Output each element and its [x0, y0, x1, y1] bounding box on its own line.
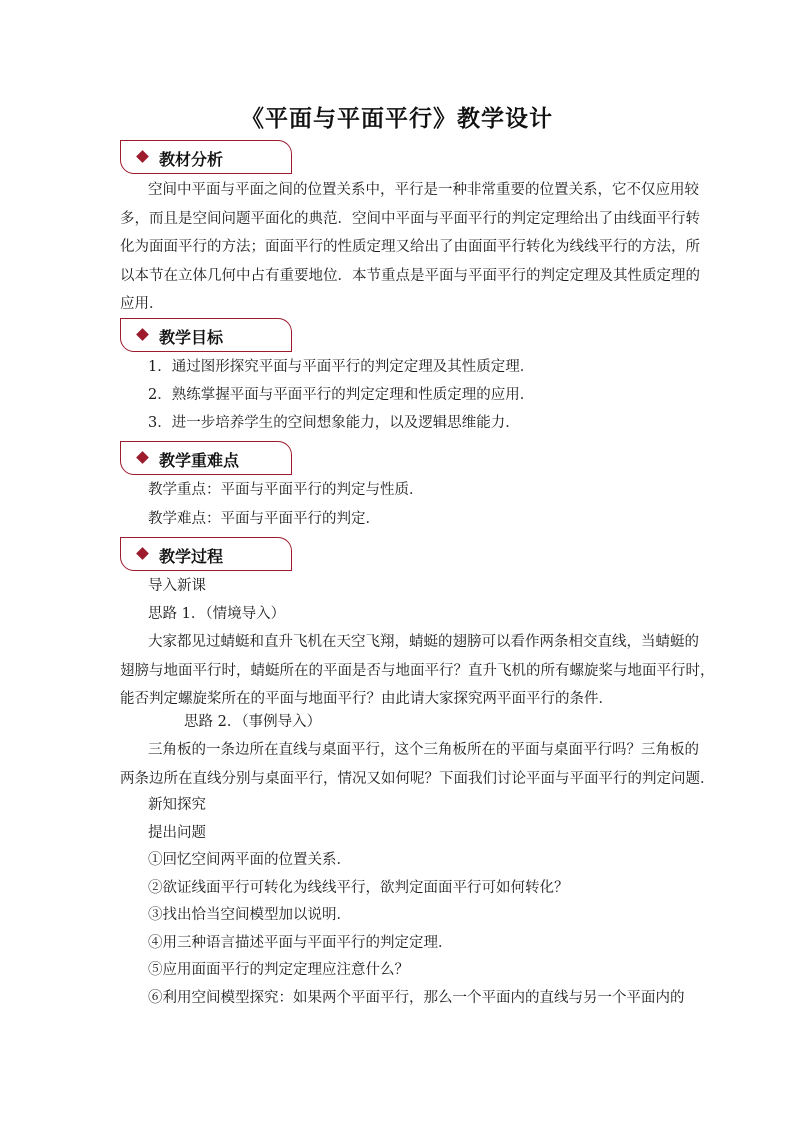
paragraph-line: 空间中平面与平面之间的位置关系中，平行是一种非常重要的位置关系，它不仅应用较 — [148, 182, 699, 198]
goal-item: 3．进一步培养学生的空间想象能力，以及逻辑思维能力． — [148, 415, 520, 431]
question-item: ④用三种语言描述平面与平面平行的判定定理． — [148, 935, 453, 951]
question-item: ⑥利用空间模型探究：如果两个平面平行，那么一个平面内的直线与另一个平面内的 — [148, 990, 685, 1006]
paragraph-line: 以本节在立体几何中占有重要地位．本节重点是平面与平面平行的判定定理及其性质定理的 — [120, 267, 700, 284]
section-label: 教学重难点 — [159, 451, 240, 470]
paragraph-line: 翅膀与地面平行时，蜻蜓所在的平面是否与地面平行？直升飞机的所有螺旋桨与地面平行时， — [120, 662, 715, 679]
subheading-questions: 提出问题 — [148, 825, 206, 841]
question-item: ③找出恰当空间模型加以说明． — [148, 907, 351, 923]
subheading-idea1: 思路 1．（情境导入） — [148, 606, 286, 622]
section-header-process — [120, 537, 292, 571]
idea1-paragraph — [120, 628, 715, 714]
diamond-icon — [136, 547, 149, 560]
paragraph-line: 两条边所在直线分别与桌面平行，情况又如何呢？下面我们讨论平面与平面平行的判定问题． — [120, 770, 715, 787]
section-label: 教学目标 — [159, 328, 224, 347]
paragraph-line: 三角板的一条边所在直线与桌面平行，这个三角板所在的平面与桌面平行吗？三角板的 — [148, 742, 699, 758]
subheading-idea2: 思路 2．（事例导入） — [184, 714, 322, 730]
goal-item: 2．熟练掌握平面与平面平行的判定定理和性质定理的应用． — [148, 387, 535, 403]
diamond-icon — [136, 328, 149, 341]
subheading-intro: 导入新课 — [148, 578, 206, 594]
analysis-paragraph — [120, 176, 700, 319]
paragraph-line: 能否判定螺旋桨所在的平面与地面平行？由此请大家探究两平面平行的条件． — [120, 691, 613, 707]
diamond-icon — [136, 150, 149, 163]
subheading-explore: 新知探究 — [148, 797, 206, 813]
section-header-key-points — [120, 441, 292, 475]
page-title: 《平面与平面平行》教学设计 — [241, 105, 553, 132]
paragraph-line: 大家都见过蜻蜓和直升飞机在天空飞翔，蜻蜓的翅膀可以看作两条相交直线，当蜻蜓的 — [148, 634, 699, 650]
difficult-point: 教学难点：平面与平面平行的判定． — [148, 511, 380, 527]
paragraph-line: 多，而且是空间问题平面化的典范．空间中平面与平面平行的判定定理给出了由线面平行转 — [120, 210, 700, 227]
section-header-analysis — [120, 140, 292, 174]
paragraph-line: 应用． — [120, 296, 164, 312]
idea2-paragraph — [120, 736, 715, 793]
question-item: ⑤应用面面平行的判定定理应注意什么？ — [148, 962, 409, 978]
diamond-icon — [136, 451, 149, 464]
section-header-goals — [120, 318, 292, 352]
paragraph-line: 化为面面平行的方法；面面平行的性质定理又给出了由面面平行转化为线线平行的方法，所 — [120, 239, 700, 255]
question-item: ①回忆空间两平面的位置关系． — [148, 852, 351, 868]
goal-item: 1．通过图形探究平面与平面平行的判定定理及其性质定理． — [148, 359, 535, 375]
section-label: 教材分析 — [159, 150, 224, 169]
question-item: ②欲证线面平行可转化为线线平行，欲判定面面平行可如何转化？ — [148, 880, 569, 896]
key-point: 教学重点：平面与平面平行的判定与性质． — [148, 482, 424, 498]
section-label: 教学过程 — [159, 547, 224, 566]
